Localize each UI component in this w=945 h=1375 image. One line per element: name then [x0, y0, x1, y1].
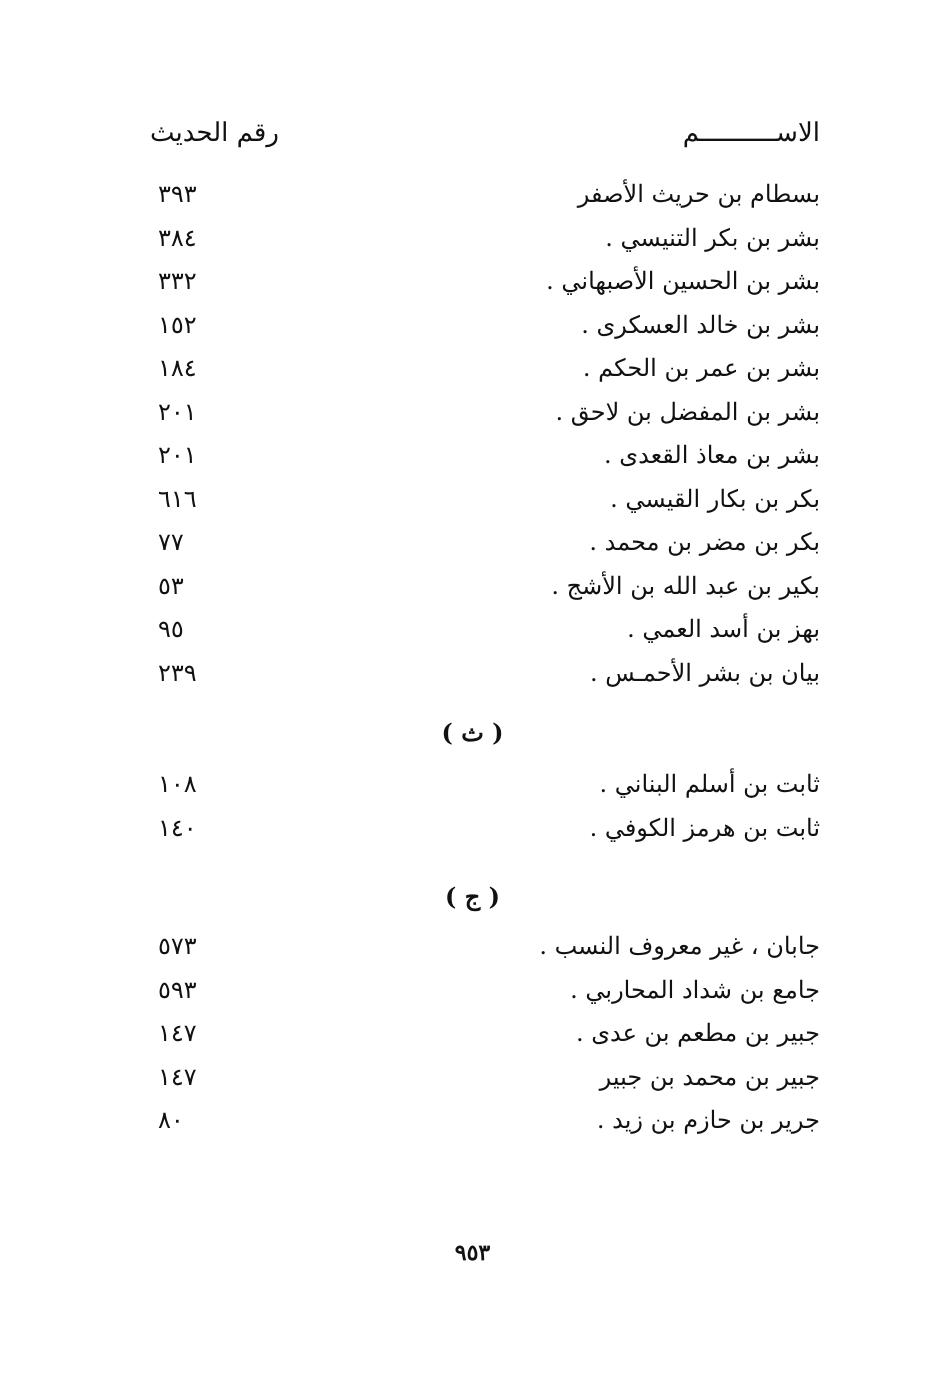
hadith-number: ١٤٧ — [158, 1019, 197, 1047]
narrator-name: بشر بن المفضل بن لاحق . — [555, 397, 820, 426]
list-item — [150, 572, 820, 616]
narrator-name: جرير بن حازم بن زيد . — [596, 1106, 820, 1134]
list-item — [150, 224, 820, 268]
hadith-number: ٥٧٣ — [158, 932, 197, 960]
list-item — [150, 1063, 820, 1107]
column-header — [150, 118, 820, 158]
narrator-name: بشر بن الحسين الأصبهاني . — [546, 267, 820, 295]
narrator-name: بهز بن أسد العمي . — [627, 615, 820, 643]
hadith-number: ٨٠ — [158, 1106, 184, 1134]
hadith-number: ٥٣ — [158, 571, 184, 600]
hadith-number: ٢٠١ — [158, 397, 197, 426]
hadith-number: ٩٥ — [158, 615, 184, 643]
list-item — [150, 267, 820, 311]
section-jim — [150, 932, 820, 1150]
hadith-number-column-title: رقم الحديث — [150, 118, 279, 148]
hadith-number: ٢٣٩ — [158, 658, 197, 687]
hadith-number: ٥٩٣ — [158, 975, 197, 1004]
list-item — [150, 485, 820, 529]
list-item — [150, 441, 820, 485]
narrator-name: بيان بن بشر الأحمـس . — [590, 658, 820, 687]
hadith-number: ٢٠١ — [158, 441, 197, 469]
list-item — [150, 659, 820, 703]
hadith-number: ١٥٢ — [158, 310, 197, 339]
narrator-name: بشر بن بكر التنيسي . — [605, 223, 820, 252]
narrator-name: بشر بن معاذ القعدى . — [604, 441, 820, 469]
narrator-name: بكر بن بكار القيسي . — [610, 484, 820, 513]
list-item — [150, 528, 820, 572]
narrator-name: بشر بن عمر بن الحكم . — [582, 354, 820, 382]
list-item — [150, 770, 820, 814]
narrator-name: ثابت بن هرمز الكوفي . — [589, 813, 820, 842]
page-number: ٩٥٣ — [454, 1240, 491, 1266]
list-item — [150, 1019, 820, 1063]
name-column-title: الاســــــــــم — [682, 118, 820, 148]
narrator-name: ثابت بن أسلم البناني . — [599, 770, 820, 798]
hadith-number: ٧٧ — [158, 528, 184, 556]
hadith-number: ١٨٤ — [158, 354, 197, 382]
section-heading-tha: ( ث ) — [441, 718, 504, 747]
list-item — [150, 932, 820, 976]
hadith-number: ٣٩٣ — [158, 180, 197, 208]
hadith-number: ٦١٦ — [158, 484, 197, 513]
section-heading-jim: ( ج ) — [445, 882, 500, 911]
list-item — [150, 976, 820, 1020]
list-item — [150, 354, 820, 398]
hadith-number: ١٤٠ — [158, 813, 197, 842]
list-item — [150, 311, 820, 355]
narrator-name: جبير بن مطعم بن عدى . — [575, 1019, 820, 1047]
narrator-name: بشر بن خالد العسكرى . — [581, 310, 820, 339]
list-item — [150, 814, 820, 858]
hadith-number: ١٠٨ — [158, 770, 197, 798]
narrator-name: جامع بن شداد المحاربي . — [570, 975, 820, 1004]
list-item — [150, 398, 820, 442]
narrator-name: جابان ، غير معروف النسب . — [539, 932, 820, 960]
hadith-number: ٣٣٢ — [158, 267, 197, 295]
hadith-number: ١٤٧ — [158, 1062, 197, 1091]
narrator-name: جبير بن محمد بن جبير — [599, 1062, 820, 1091]
narrator-name: بكر بن مضر بن محمد . — [589, 528, 820, 556]
section-tha — [150, 770, 820, 857]
list-item — [150, 615, 820, 659]
narrator-name: بكير بن عبد الله بن الأشج . — [551, 571, 820, 600]
section-ba — [150, 180, 820, 702]
narrator-name: بسطام بن حريث الأصفر — [577, 180, 820, 208]
hadith-number: ٣٨٤ — [158, 223, 197, 252]
list-item — [150, 180, 820, 224]
list-item — [150, 1106, 820, 1150]
